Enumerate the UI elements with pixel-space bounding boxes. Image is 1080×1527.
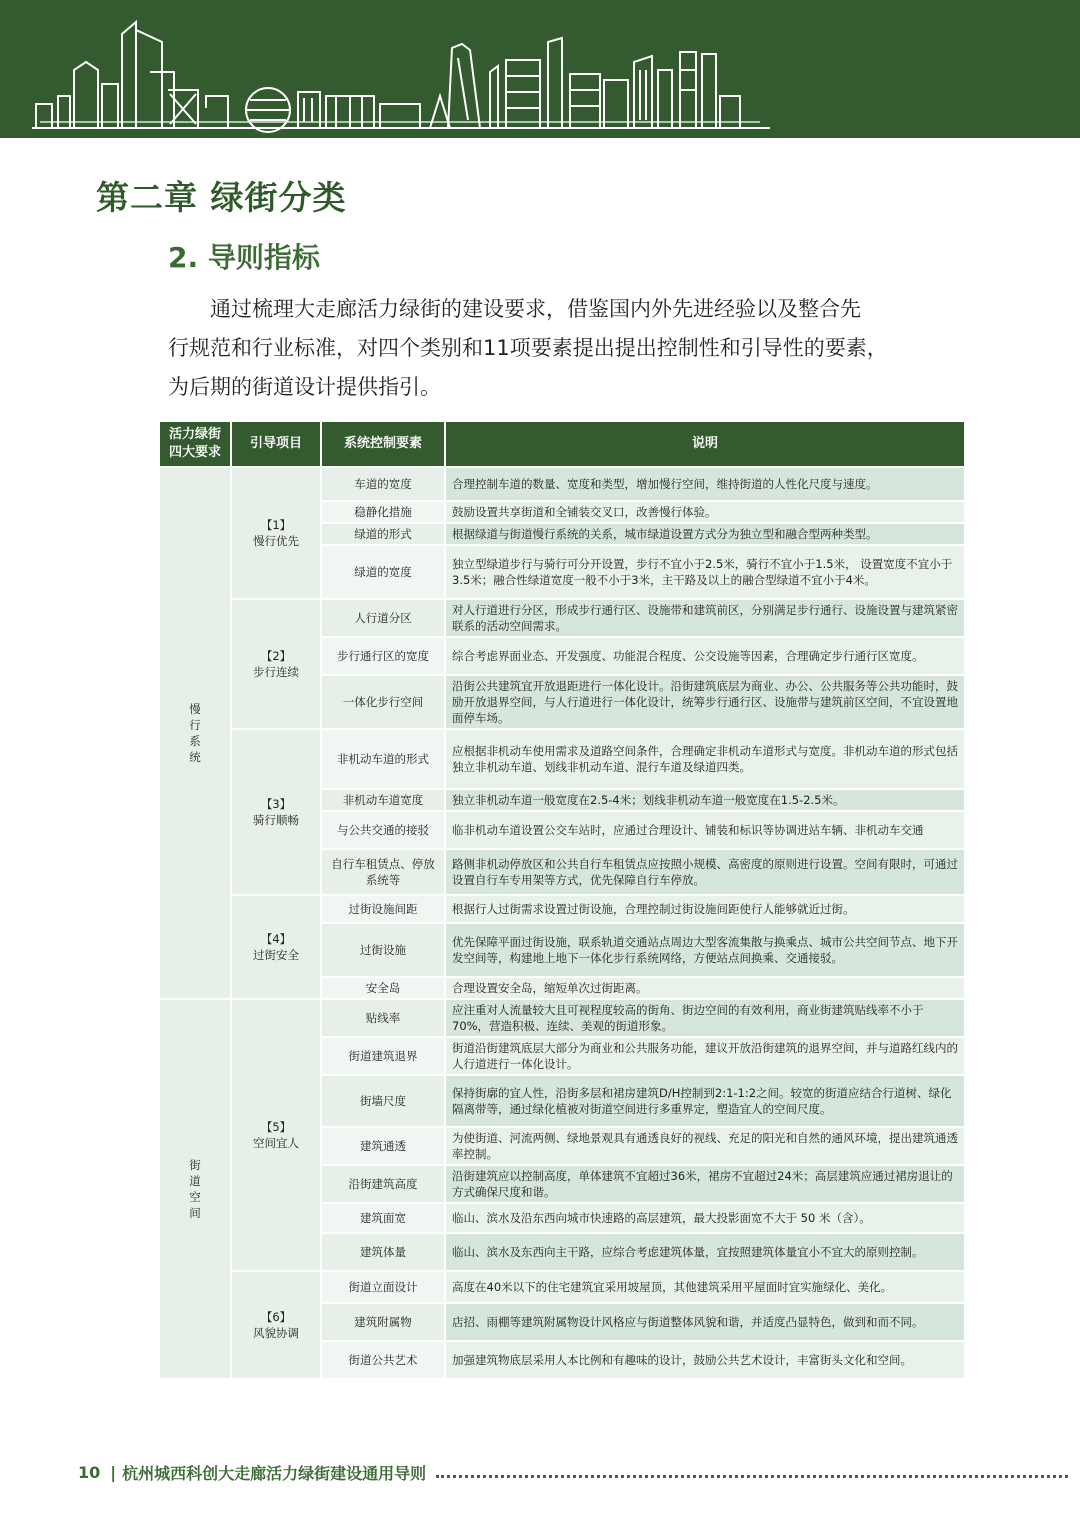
footer-dotted-line	[436, 1466, 1068, 1478]
chapter-title: 第二章 绿街分类	[96, 178, 347, 217]
page-footer	[78, 1460, 1068, 1484]
element-cell: 稳静化措施	[322, 502, 444, 522]
header-requirement-line: 四大要求	[168, 445, 221, 460]
description-cell: 高度在40米以下的住宅建筑宜采用坡屋顶，其他建筑采用平屋面时宜实施绿化、美化。	[446, 1272, 964, 1302]
requirement-char: 街	[189, 1158, 201, 1172]
description-cell: 根据绿道与街道慢行系统的关系，城市绿道设置方式分为独立型和融合型两种类型。	[446, 524, 964, 544]
item-name: 过街安全	[253, 948, 299, 962]
element-cell: 绿道的宽度	[322, 546, 444, 598]
table-row	[160, 896, 964, 922]
description-cell: 临山、滨水及东西向主干路，应综合考虑建筑体量，宜按照建筑体量宜小不宜大的原则控制。	[446, 1234, 964, 1270]
item-3	[232, 730, 320, 894]
footer-title: 杭州城西科创大走廊活力绿街建设通用导则	[122, 1463, 427, 1483]
item-5	[232, 1000, 320, 1270]
element-cell: 街墙尺度	[322, 1076, 444, 1126]
requirement-slow-traffic	[160, 468, 230, 998]
element-cell: 建筑体量	[322, 1234, 444, 1270]
requirement-char: 系	[189, 734, 201, 748]
description-cell: 沿街建筑应以控制高度，单体建筑不宜超过36米，裙房不宜超过24米；高层建筑应通过裙房退让的方式确保尺度和谐。	[446, 1166, 964, 1202]
element-cell: 车道的宽度	[322, 468, 444, 500]
element-cell: 建筑附属物	[322, 1304, 444, 1340]
description-cell: 合理设置安全岛，缩短单次过街距离。	[446, 978, 964, 998]
requirement-char: 间	[189, 1206, 201, 1220]
item-number: 【3】	[260, 797, 292, 811]
intro-line: 通过梳理大走廊活力绿街的建设要求，借鉴国内外先进经验以及整合先	[210, 297, 861, 321]
description-cell: 应根据非机动车使用需求及道路空间条件，合理确定非机动车道形式与宽度。非机动车道的形式包括独立非机动车道、划线非机动车道、混行车道及绿道四类。	[446, 730, 964, 788]
element-cell: 安全岛	[322, 978, 444, 998]
table-row	[160, 1000, 964, 1036]
table-row	[160, 468, 964, 500]
description-cell: 根据行人过街需求设置过街设施，合理控制过街设施间距使行人能够就近过街。	[446, 896, 964, 922]
description-cell: 应注重对人流量较大且可视程度较高的街角、街边空间的有效利用，商业街建筑贴线率不小于70%，营造积极、连续、美观的街道形象。	[446, 1000, 964, 1036]
element-cell: 与公共交通的接驳	[322, 812, 444, 848]
description-cell: 优先保障平面过街设施，联系轨道交通站点周边大型客流集散与换乘点、城市公共空间节点、地下开发空间等，构建地上地下一体化步行系统网络，方便站点间换乘、交通接驳。	[446, 924, 964, 976]
intro-paragraph	[168, 290, 968, 407]
header-requirement-line: 活力绿街	[168, 427, 221, 442]
description-cell: 对人行道进行分区，形成步行通行区、设施带和建筑前区，分别满足步行通行、设施设置与建筑紧密联系的活动空间需求。	[446, 600, 964, 636]
guideline-table	[158, 420, 966, 1380]
element-cell: 自行车租赁点、停放系统等	[322, 850, 444, 894]
city-skyline-illustration	[0, 0, 1080, 138]
table-row	[160, 1272, 964, 1302]
page-number: 10	[78, 1462, 101, 1482]
description-cell: 沿街公共建筑宜开放退距进行一体化设计。沿街建筑底层为商业、办公、公共服务等公共功能时，鼓励开放退界空间，与人行道进行一体化设计，统筹步行通行区、设施带与建筑前区空间，不宜设置地面停车场。	[446, 676, 964, 728]
description-cell: 综合考虑界面业态、开发强度、功能混合程度、公交设施等因素，合理确定步行通行区宽度。	[446, 638, 964, 674]
intro-line: 行规范和行业标准，对四个类别和11项要素提出提出控制性和引导性的要素，	[168, 336, 888, 360]
description-cell: 路侧非机动停放区和公共自行车租赁点应按照小规模、高密度的原则进行设置。空间有限时，可通过设置自行车专用架等方式，优先保障自行车停放。	[446, 850, 964, 894]
element-cell: 人行道分区	[322, 600, 444, 636]
description-cell: 合理控制车道的数量、宽度和类型，增加慢行空间，维持街道的人性化尺度与速度。	[446, 468, 964, 500]
item-name: 空间宜人	[253, 1136, 299, 1150]
element-cell: 街道立面设计	[322, 1272, 444, 1302]
item-1	[232, 468, 320, 598]
description-cell: 临非机动车道设置公交车站时，应通过合理设计、铺装和标识等协调进站车辆、非机动车交通	[446, 812, 964, 848]
footer-separator: |	[110, 1462, 117, 1482]
table-row	[160, 600, 964, 636]
header-item: 引导项目	[232, 422, 320, 466]
item-name: 骑行顺畅	[253, 813, 299, 827]
element-cell: 贴线率	[322, 1000, 444, 1036]
item-4	[232, 896, 320, 998]
item-6	[232, 1272, 320, 1378]
element-cell: 建筑通透	[322, 1128, 444, 1164]
item-number: 【5】	[260, 1120, 292, 1134]
requirement-char: 空	[189, 1190, 201, 1204]
description-cell: 独立型绿道步行与骑行可分开设置，步行不宜小于2.5米，骑行不宜小于1.5米， 设置宽度不宜小于3.5米；融合性绿道宽度一般不小于3米，主干路及以上的融合型绿道不宜小于4米。	[446, 546, 964, 598]
requirement-char: 慢	[189, 702, 201, 716]
description-cell: 鼓励设置共享街道和全铺装交叉口，改善慢行体验。	[446, 502, 964, 522]
element-cell: 非机动车道的形式	[322, 730, 444, 788]
item-number: 【1】	[260, 518, 292, 532]
requirement-char: 统	[189, 750, 201, 764]
item-name: 慢行优先	[253, 534, 299, 548]
description-cell: 临山、滨水及沿东西向城市快速路的高层建筑，最大投影面宽不大于 50 米（含）。	[446, 1204, 964, 1232]
header-requirement	[160, 422, 230, 466]
requirement-char: 道	[189, 1174, 201, 1188]
item-2	[232, 600, 320, 728]
header-element: 系统控制要素	[322, 422, 444, 466]
header-banner	[0, 0, 1080, 138]
item-number: 【6】	[260, 1310, 292, 1324]
item-name: 步行连续	[253, 665, 299, 679]
header-description: 说明	[446, 422, 964, 466]
table-header-row	[160, 422, 964, 466]
item-number: 【2】	[260, 649, 292, 663]
intro-line: 为后期的街道设计提供指引。	[168, 375, 441, 399]
section-title: 2. 导则指标	[168, 241, 320, 274]
requirement-street-space	[160, 1000, 230, 1378]
item-name: 风貌协调	[253, 1326, 299, 1340]
item-number: 【4】	[260, 932, 292, 946]
description-cell: 店招、雨棚等建筑附属物设计风格应与街道整体风貌和谐，并适度凸显特色，做到和而不同。	[446, 1304, 964, 1340]
element-cell: 一体化步行空间	[322, 676, 444, 728]
element-cell: 过街设施	[322, 924, 444, 976]
element-cell: 沿街建筑高度	[322, 1166, 444, 1202]
element-cell: 步行通行区的宽度	[322, 638, 444, 674]
element-cell: 建筑面宽	[322, 1204, 444, 1232]
description-cell: 街道沿街建筑底层大部分为商业和公共服务功能，建议开放沿街建筑的退界空间，并与道路红线内的人行道进行一体化设计。	[446, 1038, 964, 1074]
element-cell: 非机动车道宽度	[322, 790, 444, 810]
element-cell: 街道公共艺术	[322, 1342, 444, 1378]
element-cell: 街道建筑退界	[322, 1038, 444, 1074]
description-cell: 保持街廓的宜人性，沿街多层和裙房建筑D/H控制到2:1-1:2之间。较宽的街道应结合行道树、绿化隔离带等，通过绿化植被对街道空间进行多重界定，塑造宜人的空间尺度。	[446, 1076, 964, 1126]
description-cell: 独立非机动车道一般宽度在2.5-4米；划线非机动车道一般宽度在1.5-2.5米。	[446, 790, 964, 810]
requirement-char: 行	[189, 718, 201, 732]
description-cell: 加强建筑物底层采用人本比例和有趣味的设计，鼓励公共艺术设计，丰富街头文化和空间。	[446, 1342, 964, 1378]
table-row	[160, 730, 964, 788]
element-cell: 过街设施间距	[322, 896, 444, 922]
element-cell: 绿道的形式	[322, 524, 444, 544]
description-cell: 为使街道、河流两侧、绿地景观具有通透良好的视线、充足的阳光和自然的通风环境，提出建筑通透率控制。	[446, 1128, 964, 1164]
